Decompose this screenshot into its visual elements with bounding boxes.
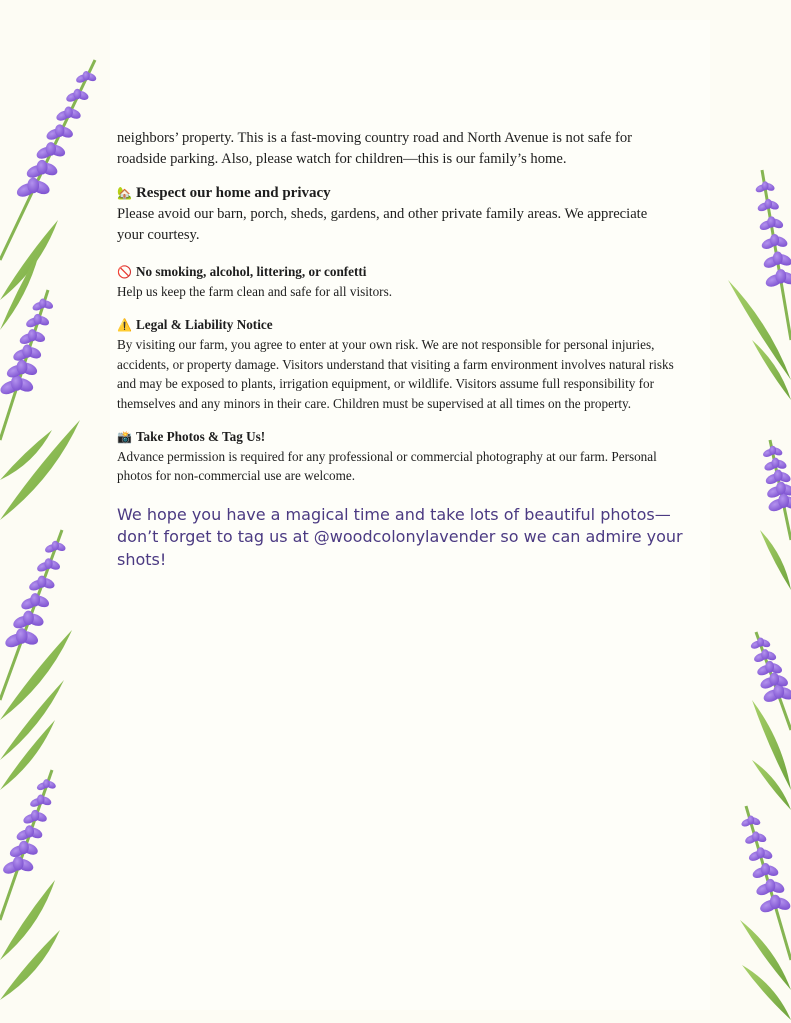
lavender-bud [73,89,81,100]
leaf-shape [760,530,791,590]
lavender-bud [13,856,24,870]
lavender-bud [34,314,42,325]
lavender-bud [64,107,73,119]
lavender-bud [778,494,789,508]
lavender-bud [770,234,779,246]
lavender-bud [775,269,786,283]
lavender-bud [55,124,64,137]
stem-line [0,60,95,260]
section-body: By visiting our farm, you agree to enter at your own risk. We are not responsible for personal injuries, accidents, or property damage. Visitors understand that visiting a farm environment involves natural risks and may be exposed to plants, irrigation equipment, or wildlife. Visitors assume full responsibility for themselves and any minors in their care. Children must be supervised at all times on the property. [117,337,674,411]
lavender-bud [765,199,773,209]
section-liability [117,315,677,413]
section-heading-text: Legal & Liability Notice [135,317,273,333]
lavender-bud [23,611,34,625]
house-icon: 🏡 [117,186,132,200]
lavender-bud [11,375,23,391]
lavender-bud [19,841,29,854]
lavender-bud [17,360,28,374]
section-heading [117,427,677,447]
lavender-bud [748,816,755,825]
section-body: Please avoid our barn, porch, sheds, gardens, and other private family areas. We appreciate your courtesy. [117,206,648,243]
section-no-smoking [117,262,677,301]
lavender-bud [39,299,46,309]
lavender-bud [773,252,783,265]
lavender-bud [83,71,90,81]
section-heading-text: Respect our home and privacy [135,185,331,201]
lavender-bud [769,446,776,455]
section-heading [117,262,677,282]
lavender-bud [769,673,779,686]
lavender-bud [28,329,37,341]
document-content [117,128,683,571]
section-heading [117,182,677,204]
lavender-bud [43,779,50,788]
section-heading [117,315,677,335]
intro-paragraph: neighbors’ property. This is a fast-moving country road and North Avenue is not safe for roadside parking. Also, please watch for children—this is our family’s home. [117,130,632,167]
lavender-bud [765,661,774,673]
lavender-bud [761,863,770,875]
warning-icon: ⚠️ [117,318,132,333]
camera-icon: 📸 [117,430,132,445]
lavender-bud [757,637,764,646]
lavender-bud [762,181,769,190]
section-body: Help us keep the farm clean and safe for all visitors. [117,284,393,299]
section-heading-text: Take Photos & Tag Us! [135,429,266,445]
leaf-shape [0,220,58,300]
lavender-bud [765,879,775,892]
lavender-bud [37,576,46,588]
lavender-bud [27,178,39,194]
lavender-bud [756,847,764,858]
prohibited-icon: 🚫 [117,265,132,279]
lavender-bud [44,558,52,569]
lavender-bud [37,160,48,175]
lavender-bud [52,541,59,551]
section-privacy [117,182,677,246]
section-heading-text: No smoking, alcohol, littering, or confetti [135,264,367,279]
lavender-bud [46,142,56,156]
closing-message: We hope you have a magical time and take lots of beautiful photos—don’t forget to tag us at @woodcolonylavender so we can admire your shots! [117,504,683,569]
lavender-bud [752,831,760,841]
lavender-bud [772,458,780,469]
lavender-bud [30,593,40,606]
section-photos [117,427,677,486]
lavender-bud [770,895,781,909]
lavender-bud [22,345,32,358]
leaf-shape [0,930,60,1000]
lavender-bud [776,482,786,495]
lavender-bud [773,684,784,698]
lavender-bud [25,825,34,837]
section-body: Advance permission is required for any professional or commercial photography at our farm. Personal photos for non-commercial use are welcome. [117,449,657,484]
lavender-bud [37,795,45,805]
lavender-bud [31,810,39,821]
lavender-bud [767,216,775,227]
leaf-shape [728,280,791,380]
lavender-bud [761,649,769,660]
lavender-bud [16,628,28,644]
lavender-bud [774,470,783,482]
